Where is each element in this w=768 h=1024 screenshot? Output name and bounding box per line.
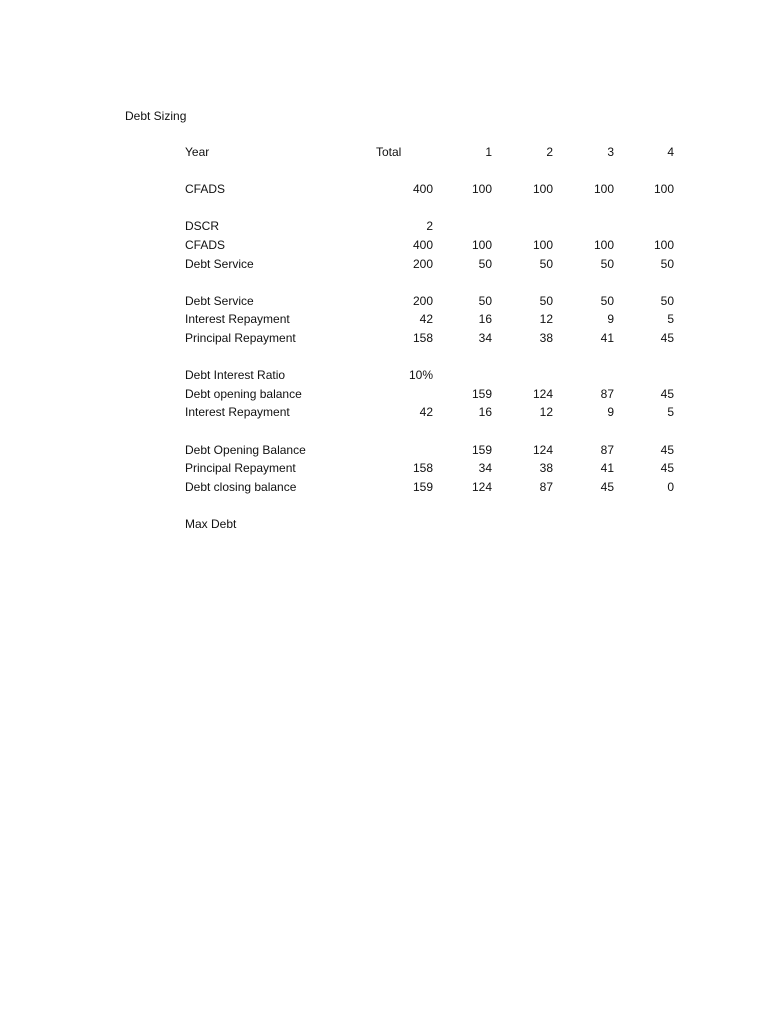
row-total: 200 [412,293,433,308]
spacer-row [185,273,685,292]
row-year-3-value: 50 [600,293,614,308]
table-header-row [185,143,685,162]
row-total: 42 [419,312,433,327]
row-year-1-value: 100 [471,182,492,197]
row-total: 158 [412,330,433,345]
row-year-2-value: 12 [539,405,553,420]
row-year-2-value: 100 [532,182,553,197]
header-year-label: Year [185,145,210,159]
row-label: Principal Repayment [185,330,296,345]
row-year-1-value: 50 [478,293,492,308]
row-label: Debt opening balance [185,386,302,401]
spacer-row [185,199,685,218]
debt-sizing-table [185,143,685,533]
row-year-4-value: 5 [667,405,674,420]
row-year-1-value: 124 [471,479,492,494]
header-year-1: 1 [485,145,492,159]
row-label: Debt Service [185,256,254,271]
row-year-2-value: 38 [539,330,553,345]
table-row [185,217,685,236]
row-label: Interest Repayment [185,312,290,327]
row-year-3-value: 9 [607,312,614,327]
row-year-2-value: 50 [539,256,553,271]
row-year-3-value: 9 [607,405,614,420]
row-total: 2 [426,219,433,234]
table-body [185,162,685,534]
spacer-row [185,422,685,441]
table-row [185,459,685,478]
row-year-2-value: 50 [539,293,553,308]
row-year-2-value: 100 [532,237,553,252]
row-year-1-value: 159 [471,386,492,401]
row-year-1-value: 159 [471,442,492,457]
row-total: 200 [412,256,433,271]
row-total: 42 [419,405,433,420]
row-label: Debt Service [185,293,254,308]
row-total: 400 [412,182,433,197]
row-year-3-value: 100 [593,237,614,252]
row-label: Max Debt [185,516,237,531]
row-year-4-value: 45 [660,330,674,345]
row-year-1-value: 34 [478,330,492,345]
row-year-3-value: 50 [600,256,614,271]
row-label: Principal Repayment [185,461,296,476]
row-year-2-value: 124 [532,386,553,401]
row-year-4-value: 50 [660,293,674,308]
row-year-1-value: 16 [478,405,492,420]
row-label: DSCR [185,219,220,234]
row-year-3-value: 87 [600,442,614,457]
table-row [185,329,685,348]
row-year-3-value: 87 [600,386,614,401]
table-row [185,441,685,460]
document-title: Debt Sizing [125,109,187,123]
table-row [185,366,685,385]
row-total: 158 [412,461,433,476]
spacer-row [185,162,685,181]
row-label: CFADS [185,182,226,197]
table-row [185,255,685,274]
row-year-4-value: 50 [660,256,674,271]
table-row [185,180,685,199]
header-year-2: 2 [546,145,553,159]
row-year-3-value: 41 [600,330,614,345]
row-year-1-value: 50 [478,256,492,271]
row-label: Debt Interest Ratio [185,368,286,383]
row-year-1-value: 100 [471,237,492,252]
row-total: 400 [412,237,433,252]
row-year-4-value: 45 [660,442,674,457]
row-year-1-value: 34 [478,461,492,476]
spacer-row [185,348,685,367]
row-year-4-value: 100 [653,182,674,197]
row-year-4-value: 0 [667,479,674,494]
table-row [185,310,685,329]
header-year-4: 4 [667,145,674,159]
row-year-4-value: 45 [660,461,674,476]
row-year-4-value: 100 [653,237,674,252]
row-year-3-value: 41 [600,461,614,476]
spacer-row [185,496,685,515]
row-year-3-value: 45 [600,479,614,494]
table-row [185,385,685,404]
row-label: CFADS [185,237,226,252]
table-row [185,478,685,497]
row-year-2-value: 124 [532,442,553,457]
header-year-3: 3 [607,145,614,159]
row-year-4-value: 45 [660,386,674,401]
row-label: Interest Repayment [185,405,290,420]
row-year-2-value: 38 [539,461,553,476]
header-total-label: Total [376,145,402,159]
row-year-3-value: 100 [593,182,614,197]
row-total: 159 [412,479,433,494]
table-row [185,403,685,422]
row-label: Debt Opening Balance [185,442,306,457]
table-row [185,236,685,255]
table-row [185,292,685,311]
row-year-1-value: 16 [478,312,492,327]
table-row [185,515,685,534]
row-label: Debt closing balance [185,479,297,494]
row-year-4-value: 5 [667,312,674,327]
row-year-2-value: 12 [539,312,553,327]
row-year-2-value: 87 [539,479,553,494]
row-total: 10% [408,368,433,383]
